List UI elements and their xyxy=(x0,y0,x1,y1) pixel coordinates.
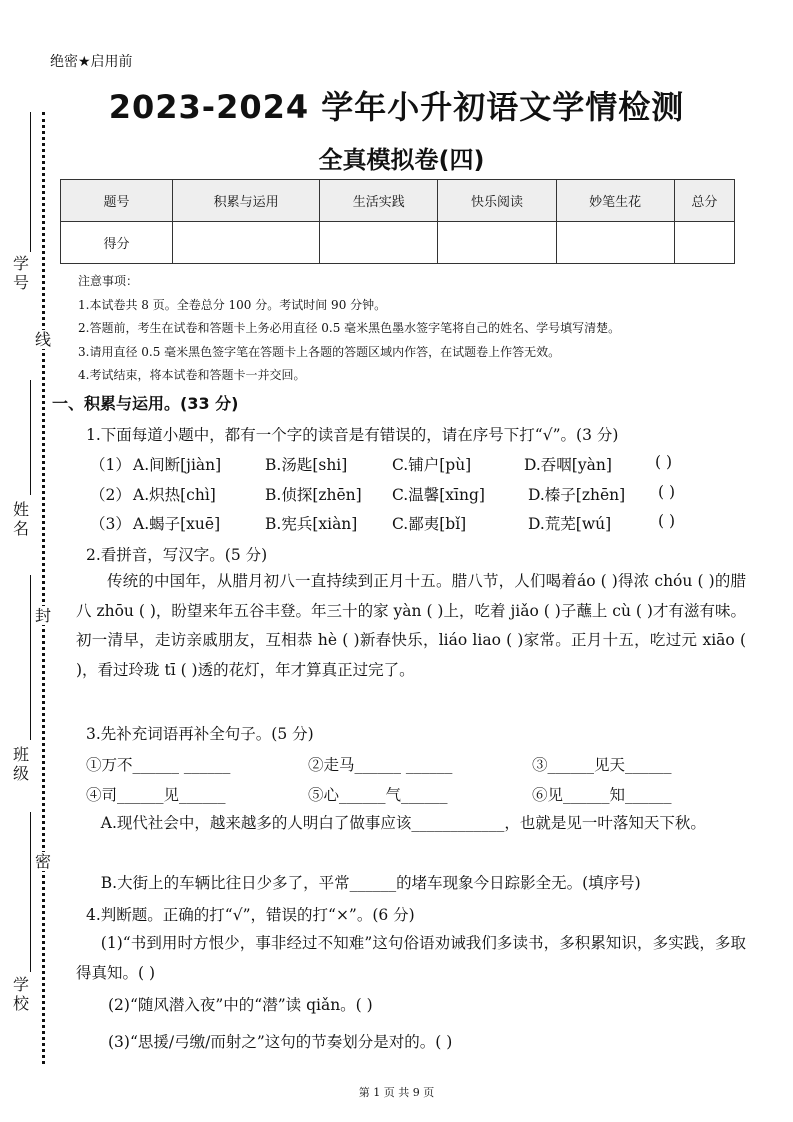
q1-answer-blank[interactable]: ( ) xyxy=(658,512,676,530)
q1-option-a: A.炽热[chì] xyxy=(133,486,216,504)
q2-passage: 传统的中国年，从腊月初八一直持续到正月十五。腊八节，人们喝着áo ( )得浓 chóu ( )的腊八 zhōu ( )，盼望来年五谷丰登。年三十的家 yàn ( )上，吃着 jiǎo ( )子蘸上 cù ( )才有滋有味。初一清早，走访亲戚朋友，互相恭 hè ( )新春快乐，liáo liao ( )家常。正月十五，吃过元 xiāo ( )，看过玲珑 tī ( )透的花灯，年才算真正过完了。 xyxy=(76,572,746,679)
q1-row-number: （1） xyxy=(90,456,131,474)
score-table-header-cell: 快乐阅读 xyxy=(438,180,556,222)
score-table-header-row xyxy=(61,180,735,222)
score-cell[interactable] xyxy=(438,222,556,264)
q3-word-blank[interactable]: ③______见天______ xyxy=(532,756,672,774)
q4-item: (2)“随风潜入夜”中的“潜”读 qiǎn。( ) xyxy=(108,996,373,1014)
q3-word-blank[interactable]: ②走马______ ______ xyxy=(308,756,453,774)
score-table-header-cell: 积累与运用 xyxy=(173,180,320,222)
q1-option-d: D.荒芜[wú] xyxy=(528,515,612,533)
q2-prompt: 2.看拼音，写汉字。(5 分) xyxy=(86,546,268,564)
q1-prompt: 1.下面每道小题中，都有一个字的读音是有错误的，请在序号下打“√”。(3 分) xyxy=(86,426,619,444)
score-table-header-cell: 妙笔生花 xyxy=(556,180,674,222)
q1-option-a: A.蝎子[xuē] xyxy=(133,515,221,533)
q3-prompt: 3.先补充词语再补全句子。(5 分) xyxy=(86,725,314,743)
score-table-header-cell: 题号 xyxy=(61,180,173,222)
score-table xyxy=(60,179,735,264)
binding-rule-class xyxy=(30,575,31,740)
q3-word-blank[interactable]: ⑤心______气______ xyxy=(308,786,448,804)
q4-item: (1)“书到用时方恨少，事非经过不知难”这句俗语劝诫我们多读书，多积累知识，多实践，多取得真知。( ) xyxy=(76,934,746,982)
score-cell[interactable] xyxy=(556,222,674,264)
q1-option-c: C.铺户[pù] xyxy=(392,456,472,474)
binding-mark-seal: 封 xyxy=(34,606,51,625)
page-number-footer: 第 1 页 共 9 页 xyxy=(358,1086,435,1099)
q1-option-b: B.宪兵[xiàn] xyxy=(265,515,358,533)
q3-word-blank[interactable]: ④司______见______ xyxy=(86,786,226,804)
q1-option-c: C.温馨[xīng] xyxy=(392,486,485,504)
secret-label: 绝密★启用前 xyxy=(50,54,133,70)
q1-option-a: A.间断[jiàn] xyxy=(133,456,222,474)
q4-prompt: 4.判断题。正确的打“√”，错误的打“×”。(6 分) xyxy=(86,906,415,924)
score-table-score-row xyxy=(61,222,735,264)
score-table-header-cell: 生活实践 xyxy=(320,180,438,222)
binding-label-student-id: 学号 xyxy=(12,254,29,292)
q1-option-d: D.榛子[zhēn] xyxy=(528,486,626,504)
binding-label-name: 姓名 xyxy=(12,500,29,538)
binding-mark-secret: 密 xyxy=(34,852,51,871)
binding-rule-name xyxy=(30,380,31,495)
binding-mark-line: 线 xyxy=(34,330,51,349)
notes-item: 1.本试卷共 8 页。全卷总分 100 分。考试时间 90 分钟。 xyxy=(78,297,387,312)
page-subtitle: 全真模拟卷(四) xyxy=(318,146,485,174)
score-cell[interactable] xyxy=(173,222,320,264)
notes-item: 2.答题前，考生在试卷和答题卡上务必用直径 0.5 毫米黑色墨水签字笔将自己的姓名、学号填写清楚。 xyxy=(78,321,621,336)
score-row-label: 得分 xyxy=(61,222,173,264)
binding-label-class: 班级 xyxy=(12,745,29,783)
q1-answer-blank[interactable]: ( ) xyxy=(655,453,673,471)
binding-dotted-line xyxy=(42,112,45,1064)
q1-option-b: B.汤匙[shi] xyxy=(265,456,348,474)
q4-item: (3)“思援/弓缴/而射之”这句的节奏划分是对的。( ) xyxy=(108,1033,453,1051)
score-cell[interactable] xyxy=(674,222,734,264)
binding-rule-student-id xyxy=(30,112,31,252)
notes-item: 4.考试结束，将本试卷和答题卡一并交回。 xyxy=(78,368,306,383)
q1-answer-blank[interactable]: ( ) xyxy=(658,483,676,501)
section-title: 一、积累与运用。(33 分) xyxy=(52,394,239,413)
q1-row-number: （3） xyxy=(90,515,131,533)
q3-word-blank[interactable]: ⑥见______知______ xyxy=(532,786,672,804)
q1-option-d: D.吞咽[yàn] xyxy=(524,456,612,474)
q1-option-b: B.侦探[zhēn] xyxy=(265,486,362,504)
q1-row-number: （2） xyxy=(90,486,131,504)
binding-label-school: 学校 xyxy=(12,975,29,1013)
exam-notes xyxy=(78,270,620,388)
score-table-header-cell: 总分 xyxy=(674,180,734,222)
page-title: 2023-2024 学年小升初语文学情检测 xyxy=(108,88,685,126)
q1-option-c: C.鄙夷[bǐ] xyxy=(392,515,467,533)
binding-rule-school xyxy=(30,812,31,972)
score-cell[interactable] xyxy=(320,222,438,264)
notes-heading: 注意事项： xyxy=(78,274,139,288)
q3-sentence-b: B.大街上的车辆比往日少多了，平常______的堵车现象今日踪影全无。(填序号) xyxy=(100,874,641,892)
q3-word-blank[interactable]: ①万不______ ______ xyxy=(86,756,231,774)
q3-sentence-a: A.现代社会中，越来越多的人明白了做事应该____________，也就是见一叶落知天下秋。 xyxy=(100,814,706,832)
notes-item: 3.请用直径 0.5 毫米黑色签字笔在答题卡上各题的答题区域内作答，在试题卷上作答无效。 xyxy=(78,344,561,359)
